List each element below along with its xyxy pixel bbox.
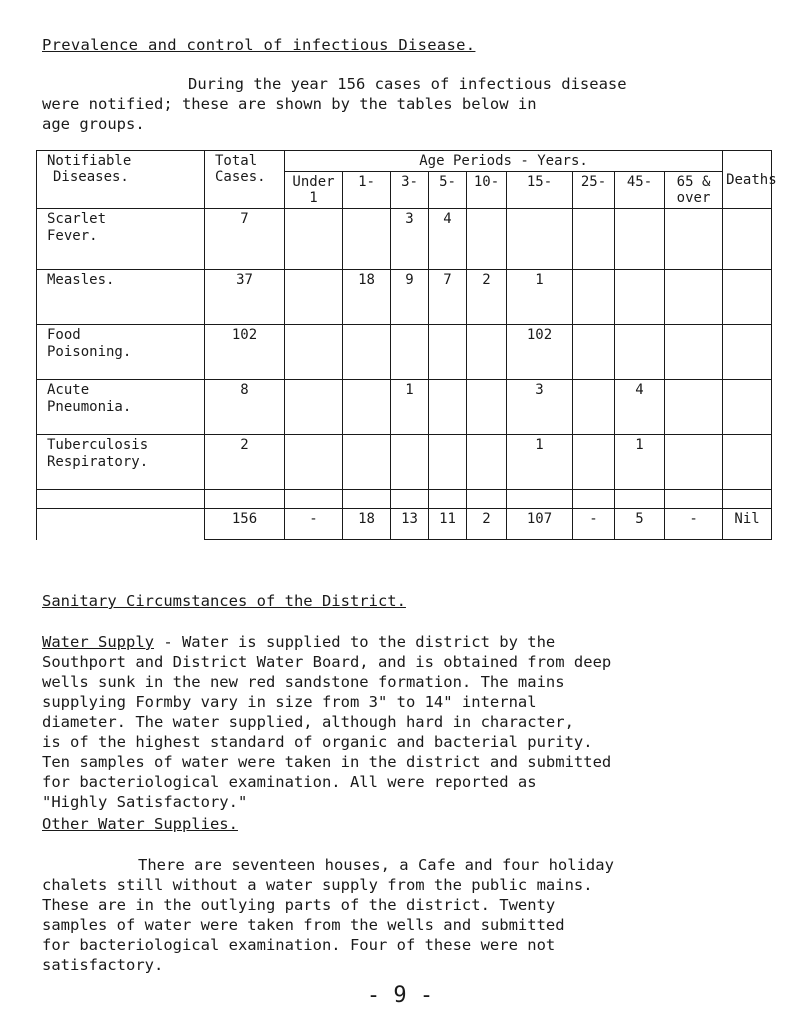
table-body: [37, 209, 772, 540]
paragraph-line: chalets still without a water supply from the public mains.: [42, 876, 593, 894]
spacer-cell: [573, 490, 615, 509]
age-total-cell: -: [285, 509, 343, 540]
age-count-cell: 102: [507, 325, 573, 380]
age-count-cell: 3: [391, 209, 429, 270]
age-count-cell: [343, 380, 391, 435]
header-age-col: 1-: [343, 172, 391, 209]
disease-name-line: Poisoning.: [47, 344, 132, 360]
header-diseases: Notifiable Diseases.: [37, 151, 205, 209]
section-title-other-water: Other Water Supplies.: [42, 815, 238, 833]
age-total-cell: 107: [507, 509, 573, 540]
grand-total-cell: 156: [205, 509, 285, 540]
age-count-cell: 1: [507, 270, 573, 325]
disease-name-line: Fever.: [47, 228, 98, 244]
age-count-cell: [615, 325, 665, 380]
paragraph-line: "Highly Satisfactory.": [42, 793, 248, 811]
header-age-col: 5-: [429, 172, 467, 209]
age-count-cell: [615, 209, 665, 270]
age-count-cell: 1: [507, 435, 573, 490]
age-count-cell: [343, 325, 391, 380]
age-total-cell: 11: [429, 509, 467, 540]
paragraph-line: satisfactory.: [42, 956, 164, 974]
age-count-cell: [573, 435, 615, 490]
disease-name-cell: [37, 209, 205, 270]
total-cases-cell: 37: [205, 270, 285, 325]
deaths-total-cell: Nil: [723, 509, 772, 540]
header-age-col: 25-: [573, 172, 615, 209]
paragraph-line: - Water is supplied to the district by the: [153, 633, 556, 651]
deaths-cell: [723, 380, 772, 435]
totals-row: [37, 509, 772, 540]
age-count-cell: [429, 435, 467, 490]
paragraph-line: for bacteriological examination. All were reported as: [42, 773, 537, 791]
total-cases-cell: 8: [205, 380, 285, 435]
age-count-cell: [615, 270, 665, 325]
disease-name-line: Acute: [47, 382, 90, 398]
table-row: [37, 435, 772, 490]
age-total-cell: 13: [391, 509, 429, 540]
paragraph-line: Southport and District Water Board, and is obtained from deep: [42, 653, 612, 671]
other-water-paragraph: [42, 855, 762, 975]
age-count-cell: [573, 270, 615, 325]
age-count-cell: [467, 435, 507, 490]
paragraph-line: These are in the outlying parts of the district. Twenty: [42, 896, 556, 914]
age-count-cell: [665, 325, 723, 380]
age-count-cell: 1: [615, 435, 665, 490]
totals-label-cell: [37, 509, 205, 540]
intro-line: During the year 156 cases of infectious disease: [188, 75, 627, 93]
age-count-cell: [285, 325, 343, 380]
age-count-cell: [573, 325, 615, 380]
age-count-cell: [665, 380, 723, 435]
age-count-cell: 18: [343, 270, 391, 325]
age-count-cell: [429, 380, 467, 435]
total-cases-cell: 7: [205, 209, 285, 270]
spacer-cell: [429, 490, 467, 509]
disease-name-line: Scarlet: [47, 211, 107, 227]
age-count-cell: [467, 380, 507, 435]
age-count-cell: [429, 325, 467, 380]
spacer-cell: [285, 490, 343, 509]
disease-name-cell: [37, 435, 205, 490]
age-count-cell: [391, 435, 429, 490]
disease-name-cell: [37, 325, 205, 380]
age-count-cell: 2: [467, 270, 507, 325]
age-count-cell: [285, 380, 343, 435]
age-count-cell: 9: [391, 270, 429, 325]
age-count-cell: 4: [615, 380, 665, 435]
disease-name-line: Food: [47, 327, 81, 343]
table-row: [37, 270, 772, 325]
age-count-cell: [285, 270, 343, 325]
spacer-cell: [723, 490, 772, 509]
age-count-cell: [665, 209, 723, 270]
age-total-cell: 2: [467, 509, 507, 540]
page-heading: Prevalence and control of infectious Disease.: [42, 36, 476, 54]
spacer-cell: [615, 490, 665, 509]
header-age-col: 15-: [507, 172, 573, 209]
water-supply-paragraph: [42, 632, 762, 812]
table-row: [37, 209, 772, 270]
total-cases-cell: 102: [205, 325, 285, 380]
header-age-col: 10-: [467, 172, 507, 209]
age-count-cell: [467, 209, 507, 270]
paragraph-line: samples of water were taken from the wells and submitted: [42, 916, 565, 934]
age-count-cell: 7: [429, 270, 467, 325]
header-age-col: 45-: [615, 172, 665, 209]
header-age-periods: Age Periods - Years.: [285, 151, 723, 172]
age-count-cell: [665, 435, 723, 490]
age-count-cell: [573, 380, 615, 435]
paragraph-line: wells sunk in the new red sandstone formation. The mains: [42, 673, 565, 691]
header-age-col: 65 & over: [665, 172, 723, 209]
age-count-cell: [573, 209, 615, 270]
disease-name-line: Measles.: [47, 272, 115, 288]
age-count-cell: [285, 209, 343, 270]
table-spacer-row: [37, 490, 772, 509]
age-count-cell: [507, 209, 573, 270]
age-total-cell: 18: [343, 509, 391, 540]
deaths-cell: [723, 325, 772, 380]
section-title-sanitary: Sanitary Circumstances of the District.: [42, 592, 406, 610]
disease-name-line: Tuberculosis: [47, 437, 149, 453]
disease-name-line: Pneumonia.: [47, 399, 132, 415]
age-count-cell: [285, 435, 343, 490]
header-age-col: Under 1: [285, 172, 343, 209]
deaths-cell: [723, 209, 772, 270]
spacer-cell: [343, 490, 391, 509]
age-count-cell: [665, 270, 723, 325]
intro-line: were notified; these are shown by the tables below in: [42, 95, 537, 113]
disease-name-cell: [37, 270, 205, 325]
age-count-cell: 1: [391, 380, 429, 435]
header-age-col: 3-: [391, 172, 429, 209]
age-count-cell: [467, 325, 507, 380]
disease-name-line: Respiratory.: [47, 454, 149, 470]
disease-table: [36, 150, 777, 540]
spacer-cell: [391, 490, 429, 509]
age-count-cell: 3: [507, 380, 573, 435]
paragraph-line: diameter. The water supplied, although hard in character,: [42, 713, 574, 731]
age-total-cell: -: [573, 509, 615, 540]
deaths-cell: [723, 435, 772, 490]
spacer-cell: [507, 490, 573, 509]
table-row: [37, 380, 772, 435]
table-row: [37, 325, 772, 380]
age-count-cell: [391, 325, 429, 380]
paragraph-line: supplying Formby vary in size from 3" to 14" internal: [42, 693, 537, 711]
water-supply-label: Water Supply: [42, 633, 154, 651]
intro-line: age groups.: [42, 115, 145, 133]
deaths-cell: [723, 270, 772, 325]
spacer-cell: [205, 490, 285, 509]
paragraph-line: There are seventeen houses, a Cafe and four holiday: [138, 856, 614, 874]
paragraph-line: Ten samples of water were taken in the district and submitted: [42, 753, 612, 771]
disease-name-cell: [37, 380, 205, 435]
header-deaths: Deaths: [723, 151, 772, 209]
total-cases-cell: 2: [205, 435, 285, 490]
age-count-cell: 4: [429, 209, 467, 270]
page-number: - 9 -: [366, 983, 434, 1008]
spacer-cell: [467, 490, 507, 509]
spacer-cell: [665, 490, 723, 509]
age-total-cell: 5: [615, 509, 665, 540]
paragraph-line: is of the highest standard of organic and bacterial purity.: [42, 733, 593, 751]
age-count-cell: [343, 435, 391, 490]
intro-paragraph: [42, 74, 742, 134]
spacer-cell: [37, 490, 205, 509]
paragraph-line: for bacteriological examination. Four of these were not: [42, 936, 556, 954]
age-total-cell: -: [665, 509, 723, 540]
age-count-cell: [343, 209, 391, 270]
header-total-cases: Total Cases.: [205, 151, 285, 209]
